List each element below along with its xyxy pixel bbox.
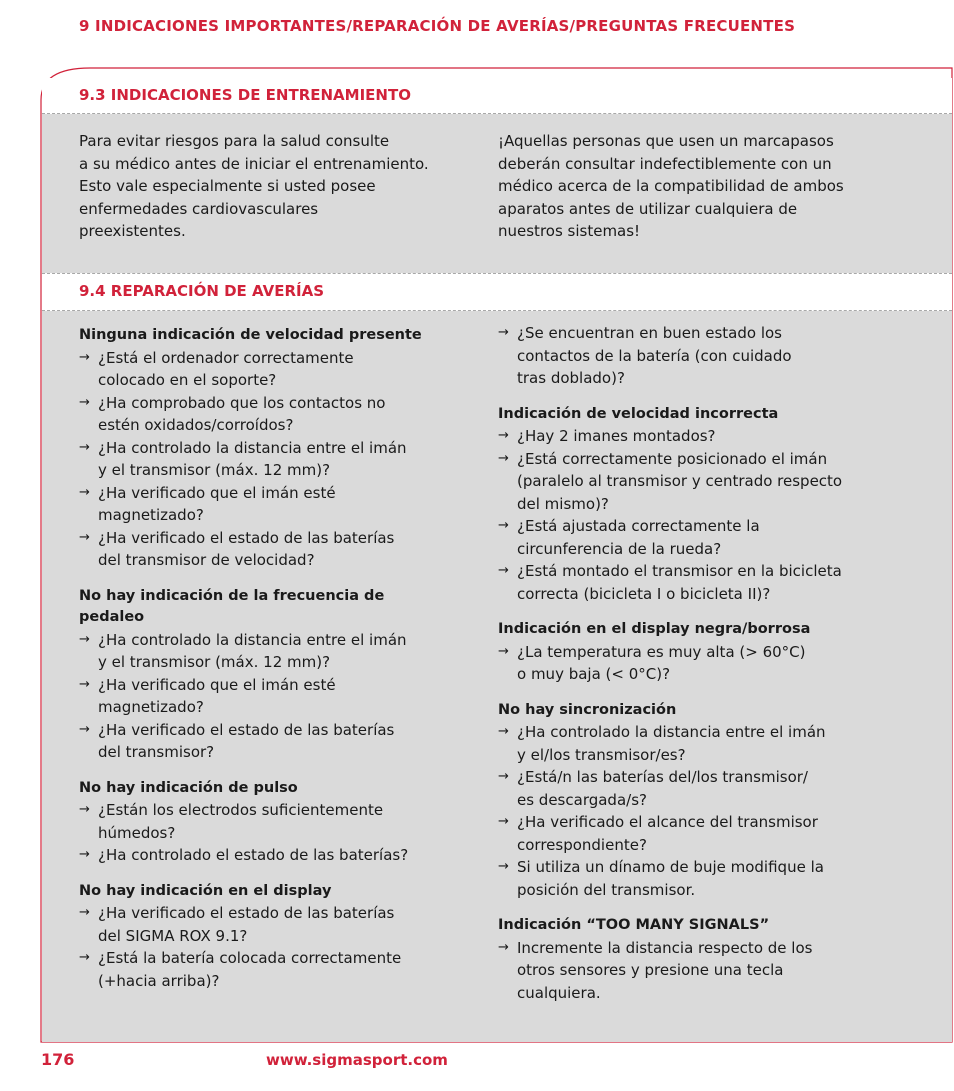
paragraph-line: nuestros sistemas!	[498, 222, 641, 240]
arrow-right-icon: →	[79, 631, 90, 647]
trouble-item-line: magnetizado?	[98, 698, 204, 716]
arrow-right-icon: →	[79, 349, 90, 365]
paragraph-line: médico acerca de la compatibilidad de ambos	[498, 177, 844, 195]
trouble-item	[498, 856, 918, 901]
trouble-item-line: y el transmisor (máx. 12 mm)?	[98, 461, 331, 479]
trouble-item-line: (+hacia arriba)?	[98, 971, 220, 990]
arrow-right-icon: →	[79, 721, 90, 737]
trouble-item-line: ¿Ha verificado el estado de las baterías	[98, 720, 395, 739]
trouble-group	[79, 881, 479, 993]
paragraph-line: Esto vale especialmente si usted posee	[79, 177, 376, 195]
arrow-right-icon: →	[79, 529, 90, 545]
arrow-right-icon: →	[79, 847, 90, 862]
trouble-item	[79, 799, 479, 844]
trouble-item	[79, 629, 479, 674]
trouble-item	[79, 437, 479, 482]
trouble-item-line: ¿Ha verificado que el imán esté	[98, 675, 336, 694]
section-93-header	[42, 78, 952, 113]
paragraph-line: Para evitar riesgos para la salud consulte	[79, 132, 390, 150]
arrow-right-icon: →	[498, 939, 509, 955]
trouble-item-line: del SIGMA ROX 9.1?	[98, 926, 248, 945]
trouble-item-line: magnetizado?	[98, 506, 204, 524]
arrow-right-icon: →	[498, 450, 509, 466]
trouble-item	[79, 902, 479, 947]
trouble-item-line: ¿Está el ordenador correctamente	[98, 348, 354, 367]
trouble-item-line: ¿Se encuentran en buen estado los	[517, 324, 782, 342]
trouble-group-title: Indicación en el display negra/borrosa	[498, 621, 811, 637]
troubleshooting-right-column	[498, 322, 918, 1018]
trouble-item-line: ¿Está ajustada correctamente la	[517, 517, 760, 535]
trouble-item	[79, 482, 479, 527]
trouble-item	[79, 347, 479, 392]
trouble-item-line: estén oxidados/corroídos?	[98, 416, 294, 434]
trouble-item-line: es descargada/s?	[517, 790, 647, 809]
paragraph-line: deberán consultar indefectiblemente con un	[498, 154, 832, 173]
trouble-item-line: ¿Ha verificado que el imán esté	[98, 483, 336, 502]
trouble-group-title: No hay indicación en el display	[79, 882, 332, 899]
arrow-right-icon: →	[79, 950, 90, 965]
paragraph-line: ¡Aquellas personas que usen un marcapasos	[498, 132, 834, 150]
trouble-item	[79, 392, 479, 437]
trouble-item-line: húmedos?	[98, 823, 176, 842]
trouble-item	[498, 425, 918, 448]
arrow-right-icon: →	[498, 325, 509, 340]
arrow-right-icon: →	[498, 859, 509, 874]
trouble-item	[79, 844, 479, 867]
troubleshooting-left-column	[79, 325, 479, 1006]
trouble-item-line: ¿Ha controlado la distancia entre el imán	[98, 630, 407, 649]
trouble-item	[498, 560, 918, 605]
trouble-item-line: ¿Está correctamente posicionado el imán	[517, 449, 828, 468]
arrow-right-icon: →	[79, 439, 90, 455]
trouble-group-title: Indicación de velocidad incorrecta	[498, 405, 779, 422]
trouble-group	[498, 404, 918, 606]
trouble-item-line: tras doblado)?	[517, 369, 625, 387]
trouble-item-line: (paralelo al transmisor y centrado respecto	[517, 472, 843, 490]
arrow-right-icon: →	[498, 428, 509, 443]
trouble-item-line: Incremente la distancia respecto de los	[517, 938, 813, 957]
trouble-item	[79, 674, 479, 719]
trouble-item	[498, 641, 918, 686]
trouble-item-line: ¿La temperatura es muy alta (> 60°C)	[517, 642, 806, 661]
trouble-group-title: No hay sincronización	[498, 701, 677, 718]
trouble-item-line: Si utiliza un dínamo de buje modifique la	[517, 858, 824, 876]
trouble-group-title: Ninguna indicación de velocidad presente	[79, 327, 422, 343]
trouble-item	[498, 721, 918, 766]
trouble-group	[79, 586, 479, 764]
trouble-item-line: ¿Ha verificado el alcance del transmisor	[517, 813, 818, 831]
section-93-left-text	[79, 130, 479, 243]
trouble-item-line: colocado en el soporte?	[98, 371, 277, 389]
trouble-item-line: del transmisor?	[98, 743, 215, 761]
trouble-item	[498, 448, 918, 516]
trouble-item-line: ¿Ha comprobado que los contactos no	[98, 393, 386, 412]
trouble-item	[79, 527, 479, 572]
trouble-item-line: del transmisor de velocidad?	[98, 551, 315, 569]
trouble-group	[79, 325, 479, 572]
trouble-item	[498, 766, 918, 811]
trouble-item-line: ¿Ha controlado el estado de las baterías?	[98, 846, 409, 864]
trouble-group-title: No hay indicación de la frecuencia de	[79, 587, 385, 604]
trouble-item	[79, 719, 479, 764]
paragraph-line: enfermedades cardiovasculares	[79, 199, 319, 218]
arrow-right-icon: →	[79, 484, 90, 500]
paragraph-line: preexistentes.	[79, 222, 186, 240]
trouble-item-line: circunferencia de la rueda?	[517, 539, 722, 558]
trouble-item-line: ¿Ha verificado el estado de las baterías	[98, 528, 395, 547]
trouble-item	[498, 811, 918, 856]
arrow-right-icon: →	[79, 802, 90, 817]
trouble-item-line: ¿Ha controlado la distancia entre el imán	[98, 438, 407, 457]
arrow-right-icon: →	[498, 563, 509, 578]
paragraph-line: a su médico antes de iniciar el entrenamiento.	[79, 154, 429, 173]
trouble-item-line: ¿Está/n las baterías del/los transmisor/	[517, 768, 808, 786]
trouble-item-line: posición del transmisor.	[517, 880, 696, 899]
trouble-group	[498, 700, 918, 902]
trouble-item-line: ¿Está la batería colocada correctamente	[98, 949, 402, 967]
trouble-item-line: contactos de la batería (con cuidado	[517, 346, 792, 365]
arrow-right-icon: →	[79, 676, 90, 692]
trouble-item-line: y el/los transmisor/es?	[517, 745, 686, 764]
arrow-right-icon: →	[498, 724, 509, 739]
trouble-item	[79, 947, 479, 992]
trouble-item-line: otros sensores y presione una tecla	[517, 961, 784, 979]
section-94-header	[42, 274, 952, 310]
trouble-item-line: ¿Ha verificado el estado de las baterías	[98, 904, 395, 922]
trouble-group	[498, 322, 918, 390]
trouble-item-line: correspondiente?	[517, 835, 647, 854]
trouble-item-line: y el transmisor (máx. 12 mm)?	[98, 653, 331, 671]
arrow-right-icon: →	[498, 769, 509, 784]
trouble-group	[498, 915, 918, 1004]
trouble-item-line: correcta (bicicleta I o bicicleta II)?	[517, 584, 771, 603]
trouble-item	[498, 937, 918, 1005]
trouble-item-line: o muy baja (< 0°C)?	[517, 665, 671, 683]
arrow-right-icon: →	[498, 518, 509, 533]
trouble-group-title: pedaleo	[79, 609, 145, 625]
trouble-item-line: del mismo)?	[517, 494, 609, 513]
trouble-item-line: ¿Está montado el transmisor en la bicicleta	[517, 562, 842, 580]
arrow-right-icon: →	[79, 905, 90, 920]
page-number: 176	[41, 1050, 75, 1069]
section-93-right-text	[498, 130, 918, 243]
section-94-title: 9.4 REPARACIÓN DE AVERÍAS	[79, 282, 325, 300]
trouble-item-line: cualquiera.	[517, 983, 601, 1002]
trouble-group	[79, 778, 479, 867]
arrow-right-icon: →	[498, 814, 509, 829]
trouble-group	[498, 619, 918, 686]
trouble-group-title: Indicación “TOO MANY SIGNALS”	[498, 917, 770, 933]
trouble-item-line: ¿Están los electrodos suficientemente	[98, 801, 384, 819]
arrow-right-icon: →	[79, 394, 90, 410]
section-93-title: 9.3 INDICACIONES DE ENTRENAMIENTO	[79, 86, 411, 104]
trouble-item-line: ¿Ha controlado la distancia entre el imán	[517, 723, 826, 741]
chapter-title: 9 INDICACIONES IMPORTANTES/REPARACIÓN DE AVERÍAS/PREGUNTAS FRECUENTES	[79, 17, 796, 35]
trouble-item	[498, 515, 918, 560]
trouble-item-line: ¿Hay 2 imanes montados?	[517, 427, 716, 445]
website-link[interactable]: www.sigmasport.com	[266, 1051, 448, 1069]
arrow-right-icon: →	[498, 643, 509, 659]
paragraph-line: aparatos antes de utilizar cualquiera de	[498, 199, 798, 218]
trouble-group-title: No hay indicación de pulso	[79, 779, 298, 796]
trouble-item	[498, 322, 918, 390]
